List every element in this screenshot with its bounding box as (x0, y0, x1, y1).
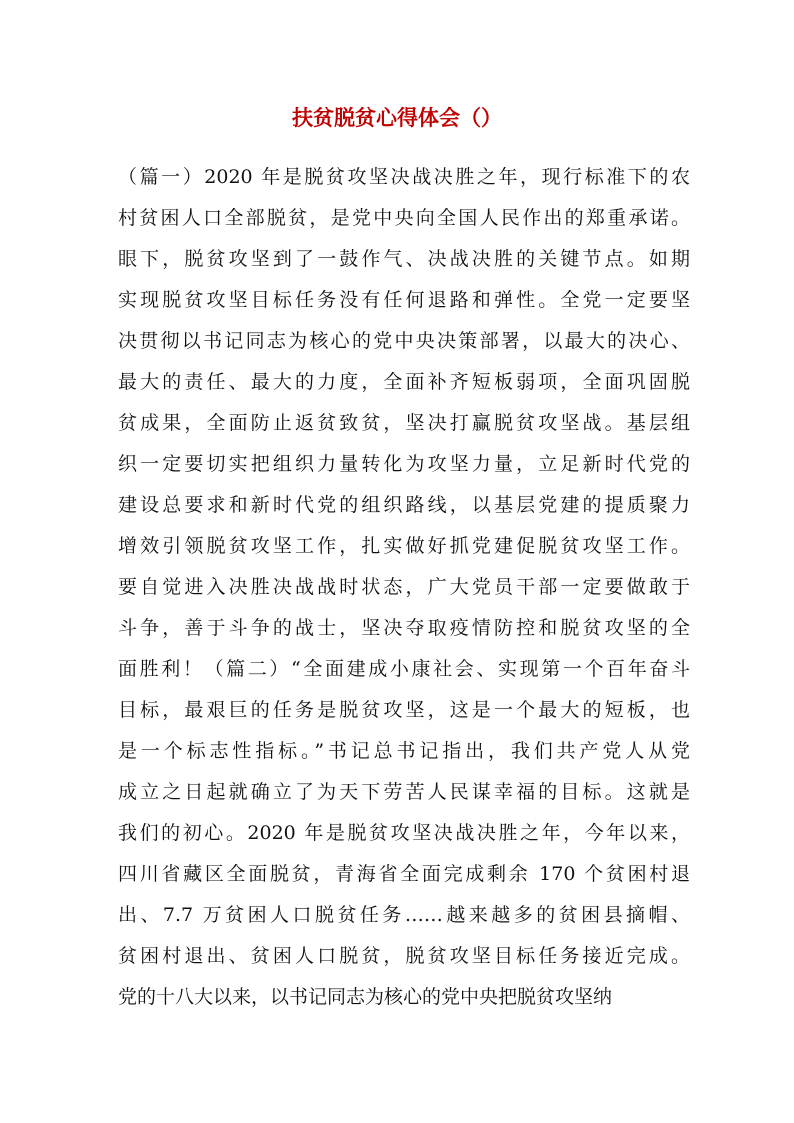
body-line: 村贫困人口全部脱贫，是党中央向全国人民作出的郑重承诺。 (118, 207, 690, 229)
body-line: 要自觉进入决胜决战战时状态，广大党员干部一定要做敢于 (118, 576, 690, 598)
body-line: 贫成果，全面防止返贫致贫，坚决打赢脱贫攻坚战。基层组 (118, 412, 690, 434)
body-line: 贫困村退出、贫困人口脱贫，脱贫攻坚目标任务接近完成。 (118, 945, 690, 967)
body-line: 最大的责任、最大的力度，全面补齐短板弱项，全面巩固脱 (118, 371, 690, 393)
body-line: 是一个标志性指标。”书记总书记指出，我们共产党人从党 (118, 740, 690, 762)
body-line: 决贯彻以书记同志为核心的党中央决策部署，以最大的决心、 (118, 330, 690, 352)
body-line: 四川省藏区全面脱贫，青海省全面完成剩余 170 个贫困村退 (118, 863, 690, 885)
body-line: 成立之日起就确立了为天下劳苦人民谋幸福的目标。这就是 (118, 781, 690, 803)
body-line: 建设总要求和新时代党的组织路线，以基层党建的提质聚力 (118, 494, 690, 516)
document-title: 扶贫脱贫心得体会（） (292, 105, 502, 130)
body-line: 织一定要切实把组织力量转化为攻坚力量，立足新时代党的 (118, 453, 690, 475)
document-body (118, 157, 690, 1018)
body-line: 我们的初心。2020 年是脱贫攻坚决战决胜之年，今年以来， (118, 822, 690, 844)
body-line: （篇一）2020 年是脱贫攻坚决战决胜之年，现行标准下的农 (118, 166, 690, 188)
body-line: 面胜利！（篇二）“全面建成小康社会、实现第一个百年奋斗 (118, 658, 690, 680)
body-line: 党的十八大以来，以书记同志为核心的党中央把脱贫攻坚纳 (118, 986, 613, 1008)
body-line: 增效引领脱贫攻坚工作，扎实做好抓党建促脱贫攻坚工作。 (118, 535, 690, 557)
body-line: 出、7.7 万贫困人口脱贫任务……越来越多的贫困县摘帽、 (118, 904, 690, 926)
body-line: 斗争，善于斗争的战士，坚决夺取疫情防控和脱贫攻坚的全 (118, 617, 690, 639)
body-line: 目标，最艰巨的任务是脱贫攻坚，这是一个最大的短板，也 (118, 699, 690, 721)
body-line: 实现脱贫攻坚目标任务没有任何退路和弹性。全党一定要坚 (118, 289, 690, 311)
body-line: 眼下，脱贫攻坚到了一鼓作气、决战决胜的关键节点。如期 (118, 248, 690, 270)
